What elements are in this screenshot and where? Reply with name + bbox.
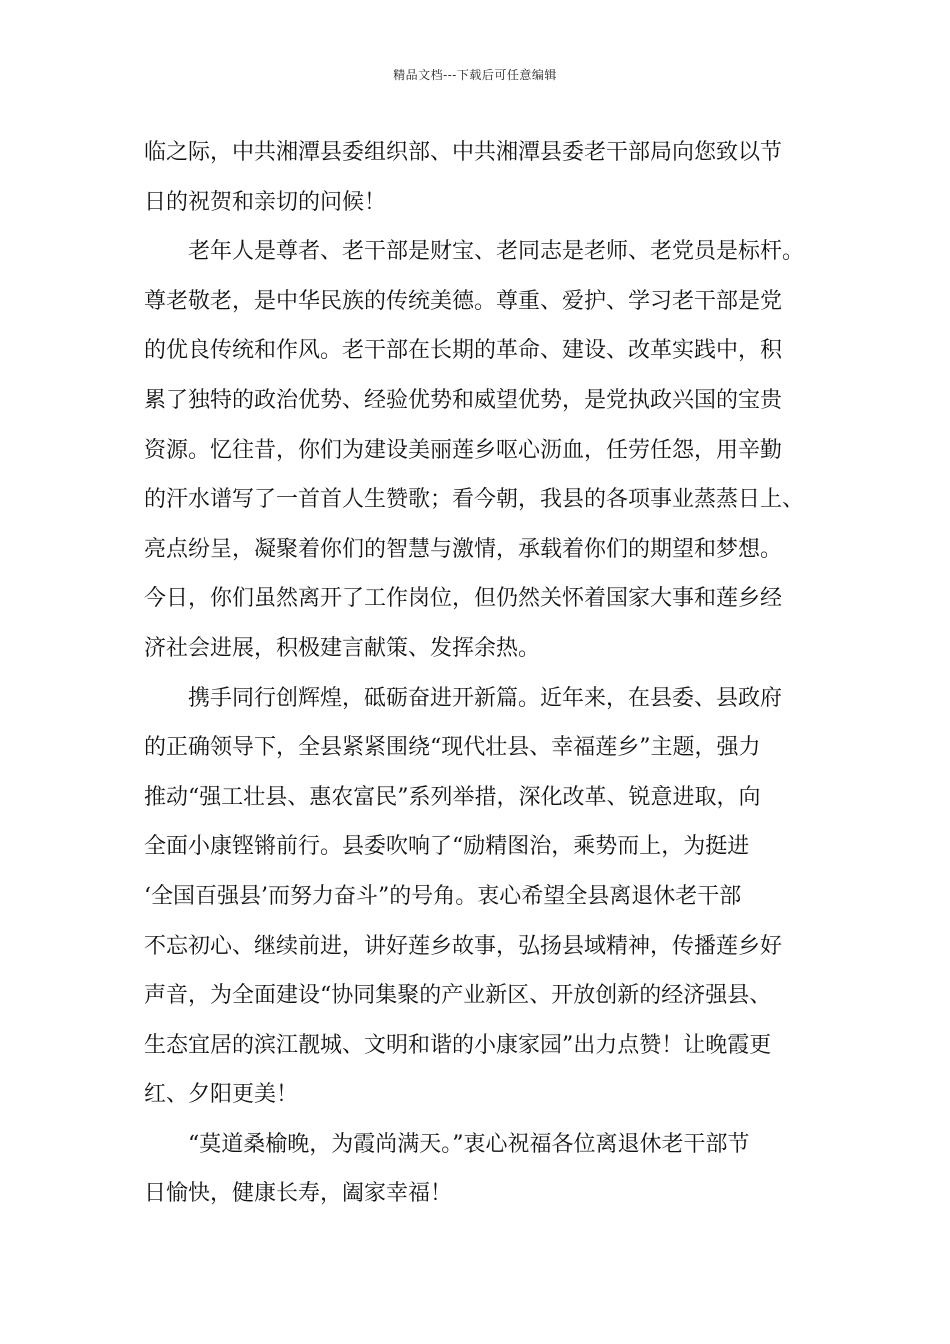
text-line: 亮点纷呈，凝聚着你们的智慧与激情，承载着你们的期望和梦想。 bbox=[144, 536, 783, 562]
text-line: 老年人是尊者、老干部是财宝、老同志是老师、老党员是标杆。 bbox=[144, 239, 805, 265]
text-line: 不忘初心、继续前进，讲好莲乡故事，弘扬县域精神，传播莲乡好 bbox=[144, 933, 783, 959]
text-line: 临之际，中共湘潭县委组织部、中共湘潭县委老干部局向您致以节 bbox=[144, 140, 783, 165]
text-line: 的汗水谱写了一首首人生赞歌；看今朝，我县的各项事业蒸蒸日上、 bbox=[144, 487, 805, 513]
text-line: “莫道桑榆晚，为霞尚满天。”衷心祝福各位离退休老干部节 bbox=[144, 1131, 750, 1157]
text-line: 济社会进展，积极建言献策、发挥余热。 bbox=[144, 635, 541, 661]
text-line: 今日，你们虽然离开了工作岗位，但仍然关怀着国家大事和莲乡经 bbox=[144, 586, 783, 612]
text-line: 推动“强工壮县、惠农富民”系列举措，深化改革、锐意进取，向 bbox=[144, 784, 761, 810]
text-line: 红、夕阳更美！ bbox=[144, 1082, 299, 1108]
text-line: 累了独特的政治优势、经验优势和威望优势，是党执政兴国的宝贵 bbox=[144, 387, 783, 413]
text-line: 携手同行创辉煌，砥砺奋进开新篇。近年来，在县委、县政府 bbox=[144, 685, 783, 711]
text-line: 的优良传统和作风。老干部在长期的革命、建设、改革实践中，积 bbox=[144, 338, 783, 364]
text-line: ‘全国百强县’而努力奋斗”的号角。衷心希望全县离退休老干部 bbox=[144, 883, 742, 909]
document-body bbox=[144, 128, 829, 1219]
text-line: 声音，为全面建设“协同集聚的产业新区、开放创新的经济强县、 bbox=[144, 983, 772, 1009]
text-line: 资源。忆往昔，你们为建设美丽莲乡呕心沥血，任劳任怨，用辛勤 bbox=[144, 437, 783, 463]
page-header: 精品文档---下载后可任意编辑 bbox=[393, 68, 557, 82]
text-line: 日愉快，健康长寿，阖家幸福！ bbox=[144, 1181, 453, 1207]
text-line: 的正确领导下，全县紧紧围绕“现代壮县、幸福莲乡”主题，强力 bbox=[144, 735, 761, 761]
text-line: 日的祝贺和亲切的问候！ bbox=[144, 189, 387, 215]
text-line: 全面小康铿锵前行。县委吹响了“励精图治，乘势而上，为挺进 bbox=[144, 834, 750, 860]
text-line: 尊老敬老，是中华民族的传统美德。尊重、爱护、学习老干部是党 bbox=[144, 288, 783, 314]
text-line: 生态宜居的滨江靓城、文明和谐的小康家园”出力点赞！让晚霞更 bbox=[144, 1032, 772, 1058]
